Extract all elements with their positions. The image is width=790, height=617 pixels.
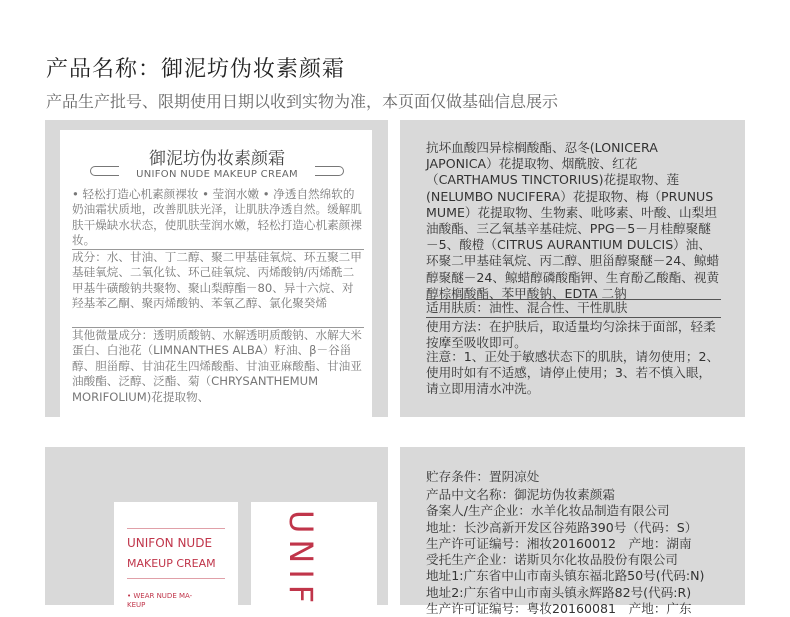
product-info-list	[426, 487, 726, 617]
page-title: 产品名称：御泥坊伪妆素颜霜	[46, 57, 346, 82]
product-label-card	[60, 130, 372, 417]
box-name-line1: UNIFON NUDE	[127, 536, 213, 550]
box-accent-line	[127, 528, 225, 529]
product-info-line: 备案人/生产企业：水羊化妆品制造有限公司	[426, 503, 670, 519]
label-micro-ingredients: 其他微量成分：透明质酸钠、水解透明质酸钠、水解大米蛋白、白池花（LIMNANTHES ALBA）籽油、β－谷甾醇、胆甾醇、甘油花生四烯酸酯、甘油亚麻酸酯、甘油亚油酸酯、泛醇、泛酯、菊（CHRYSANTHEMUM MORIFOLIUM)花提取物、	[72, 328, 362, 404]
box-accent-line	[127, 578, 225, 579]
info-panel	[400, 120, 745, 417]
product-info-panel	[400, 447, 745, 617]
product-info-line: 产品中文名称：御泥坊伪妆素颜霜	[426, 487, 615, 502]
usage-instructions: 使用方法：在护肤后，取适量均匀涂抹于面部，轻柔按摩至吸收即可。	[426, 319, 716, 351]
info-divider	[426, 317, 721, 318]
product-info-line: 地址2:广东省中山市南头镇永辉路82号(代码:R)	[426, 584, 692, 600]
label-image-panel	[45, 120, 388, 417]
storage-conditions: 贮存条件：置阴凉处	[426, 469, 540, 484]
packaging-image-panel	[45, 447, 388, 610]
label-subtitle: UNIFON NUDE MAKEUP CREAM	[136, 169, 298, 180]
ingredients-continued: 抗坏血酸四异棕榈酸酯、忍冬(LONICERA JAPONICA）花提取物、烟酰胺、红花（CARTHAMUS TINCTORIUS)花提取物、莲(NELUMBO NUCIFERA）花提取物、梅（PRUNUS MUME）花提取物、生物素、吡哆素、叶酸、山梨坦油酸酯、三乙氧基辛基硅烷、PPG－5－月桂醇聚醚－5、酸橙（CITRUS AURANTIUM DULCIS）油、环聚二甲基硅氧烷、丙二醇、胆甾醇聚醚－24、鲸蜡醇聚醚－24、鲸蜡醇磷酸酯钾、生育酚乙酸酯、视黄醇棕榈酸酯、苯甲酸钠、EDTA 二钠	[426, 140, 720, 301]
product-info-line: 地址1:广东省中山市南头镇东福北路50号(代码:N)	[426, 568, 705, 584]
label-title: 御泥坊伪妆素颜霜	[149, 149, 285, 169]
product-info-line: 受托生产企业：诺斯贝尔化妆品股份有限公司	[426, 552, 678, 568]
brand-logo-vertical: UNIF	[282, 510, 320, 610]
product-info-line: 生产许可证编号：湘妆20160012 产地：湖南	[426, 535, 692, 551]
label-ingredients: 成分：水、甘油、丁二醇、聚二甲基硅氧烷、环五聚二甲基硅氧烷、二氧化钛、环己硅氧烷、丙烯酸钠/丙烯酰二甲基牛磺酸钠共聚物、聚山梨醇酯－80、异十六烷、对羟基苯乙酮、聚丙烯酸钠、苯氧乙醇、氯化聚癸烯	[72, 250, 362, 311]
box-tiny-text: KEUP	[127, 601, 146, 609]
box-front	[114, 502, 238, 612]
product-info-line: 地址：长沙高新开发区谷苑路390号（代码：S）	[426, 519, 698, 535]
label-description: • 轻松打造心机素颜裸妆 • 莹润水嫩 • 净透自然绵软的奶油霜状质地，改善肌肤光泽，让肌肤净透自然。缓解肌肤干燥缺水状态，使肌肤莹润水嫩，轻松打造心机素颜裸妆。	[72, 187, 362, 248]
skin-type: 适用肤质：油性、混合性、干性肌肤	[426, 300, 628, 315]
product-info-line: 生产许可证编号：粤妆20160081 产地：广东	[426, 601, 692, 617]
box-name-line2: MAKEUP CREAM	[127, 557, 216, 570]
page-subtitle: 产品生产批号、限期使用日期以收到实物为准，本页面仅做基础信息展示	[46, 92, 559, 111]
box-tiny-text: • WEAR NUDE MA-	[127, 592, 193, 600]
box-side	[251, 502, 377, 612]
caution-notes: 注意：1、正处于敏感状态下的肌肤，请勿使用；2、使用时如有不适感，请停止使用；3、若不慎入眼，请立即用清水冲洗。	[426, 349, 720, 397]
label-title-row	[92, 144, 342, 184]
